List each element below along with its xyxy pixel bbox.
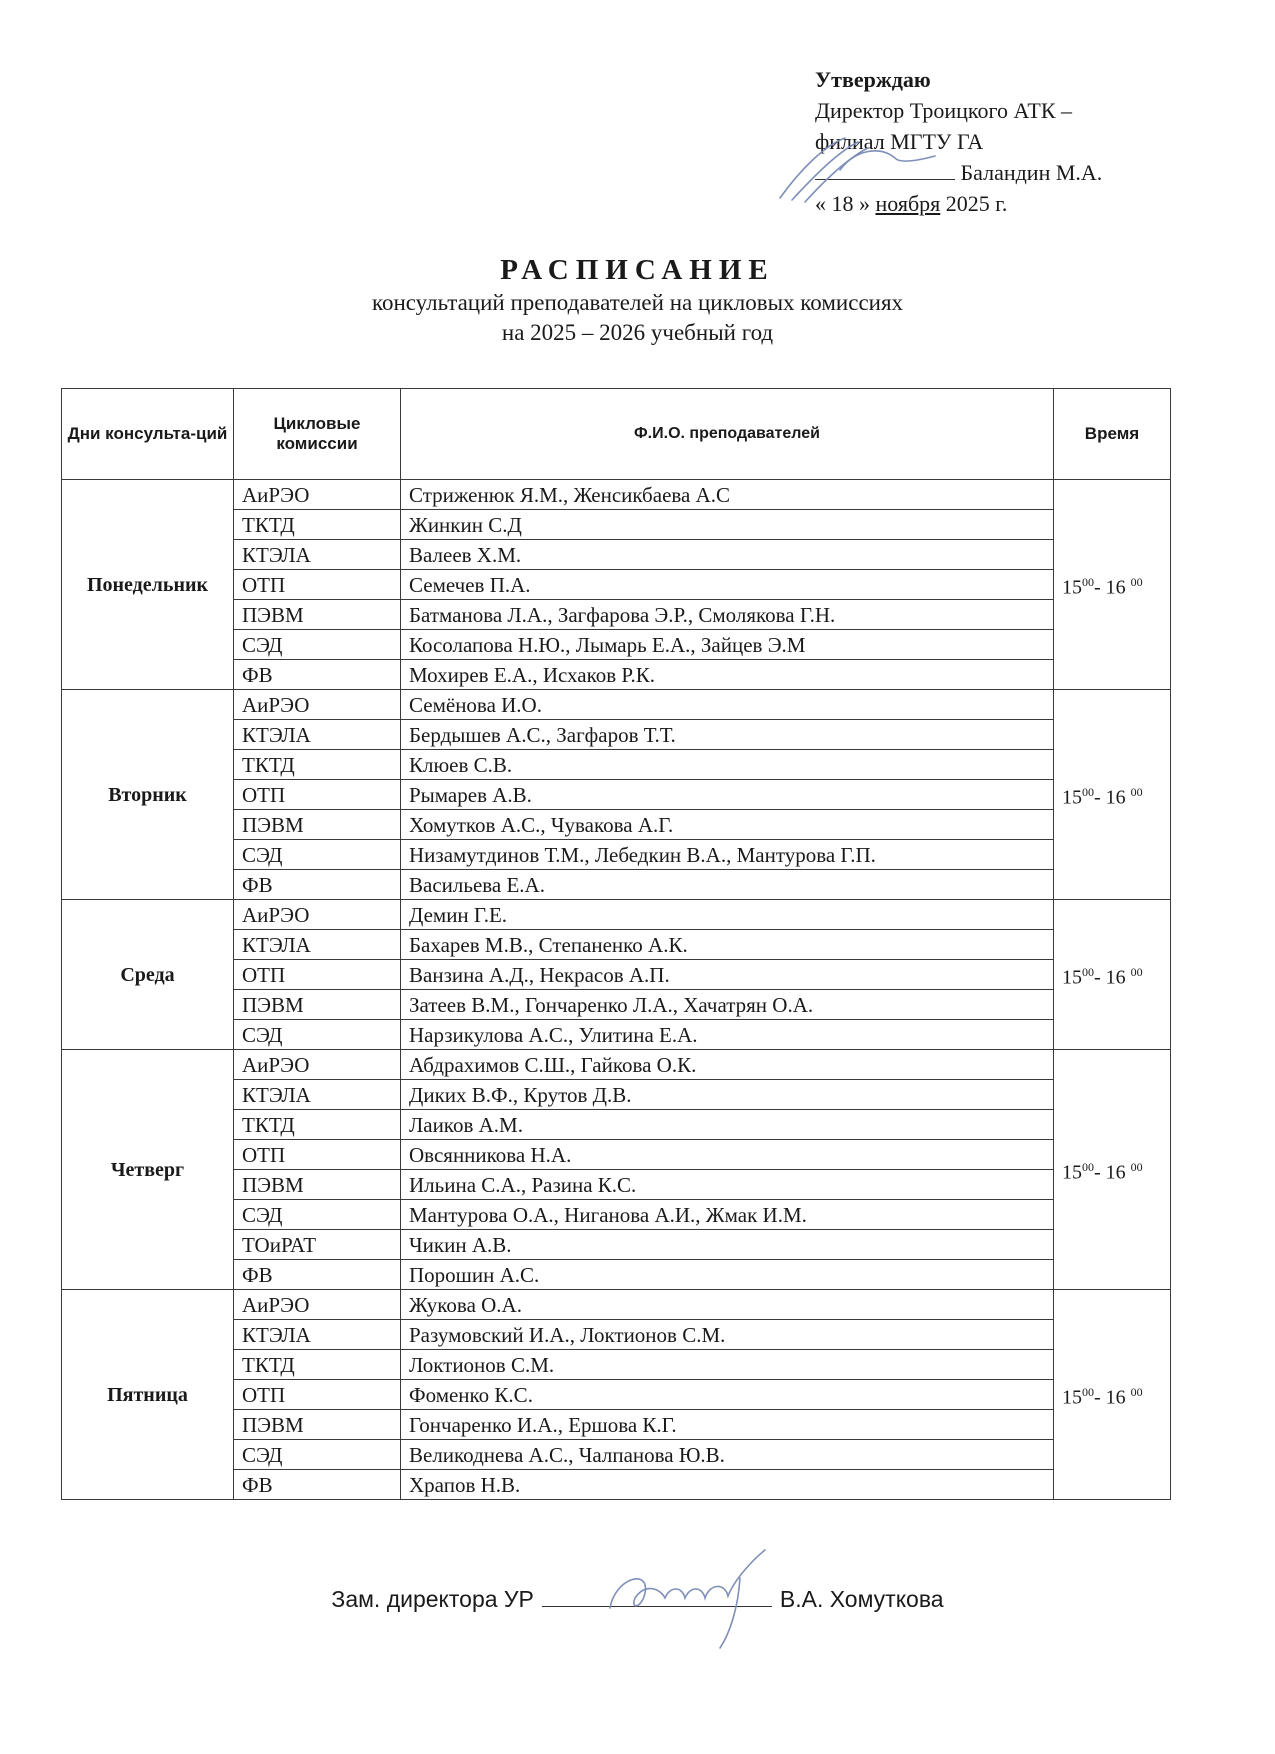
teachers-cell: Лаиков А.М.	[401, 1110, 1054, 1140]
commission-cell: АиРЭО	[234, 900, 401, 930]
teachers-cell: Абдрахимов С.Ш., Гайкова О.К.	[401, 1050, 1054, 1080]
commission-cell: СЭД	[234, 840, 401, 870]
teachers-cell: Фоменко К.С.	[401, 1380, 1054, 1410]
time-end-minutes: 00	[1130, 964, 1143, 979]
teachers-cell: Великоднева А.С., Чалпанова Ю.В.	[401, 1440, 1054, 1470]
commission-cell: ФВ	[234, 1260, 401, 1290]
schedule-table	[61, 388, 1171, 1500]
teachers-cell: Рымарев А.В.	[401, 780, 1054, 810]
title-block	[0, 252, 1275, 348]
time-start-minutes: 00	[1082, 574, 1094, 589]
approval-line-2: филиал МГТУ ГА	[815, 129, 984, 154]
header-teachers: Ф.И.О. преподавателей	[401, 389, 1054, 480]
header-days: Дни консульта-ций	[62, 389, 234, 480]
commission-cell: ПЭВМ	[234, 600, 401, 630]
time-start: 15	[1062, 966, 1082, 989]
time-end: - 16	[1094, 1161, 1126, 1184]
commission-cell: СЭД	[234, 1440, 401, 1470]
time-cell	[1054, 690, 1171, 900]
teachers-cell: Клюев С.В.	[401, 750, 1054, 780]
time-cell	[1054, 1050, 1171, 1290]
commission-cell: ОТП	[234, 780, 401, 810]
day-cell: Вторник	[62, 690, 234, 900]
commission-cell: ТОиРАТ	[234, 1230, 401, 1260]
table-row	[62, 1290, 1171, 1320]
commission-cell: АиРЭО	[234, 690, 401, 720]
teachers-cell: Чикин А.В.	[401, 1230, 1054, 1260]
commission-cell: КТЭЛА	[234, 1080, 401, 1110]
teachers-cell: Храпов Н.В.	[401, 1470, 1054, 1500]
teachers-cell: Демин Г.Е.	[401, 900, 1054, 930]
time-start-minutes: 00	[1082, 1159, 1094, 1174]
page-title: РАСПИСАНИЕ	[500, 254, 775, 286]
teachers-cell: Порошин А.С.	[401, 1260, 1054, 1290]
approval-date-year: 2025 г.	[945, 191, 1008, 216]
time-start: 15	[1062, 1161, 1082, 1184]
teachers-cell: Васильева Е.А.	[401, 870, 1054, 900]
approval-line-1: Директор Троицкого АТК –	[815, 98, 1073, 123]
teachers-cell: Косолапова Н.Ю., Лымарь Е.А., Зайцев Э.М	[401, 630, 1054, 660]
teachers-cell: Бердышев А.С., Загфаров Т.Т.	[401, 720, 1054, 750]
teachers-cell: Стриженюк Я.М., Женсикбаева А.С	[401, 480, 1054, 510]
time-start-minutes: 00	[1082, 784, 1094, 799]
time-start: 15	[1062, 576, 1082, 599]
teachers-cell: Разумовский И.А., Локтионов С.М.	[401, 1320, 1054, 1350]
table-row	[62, 1050, 1171, 1080]
teachers-cell: Бахарев М.В., Степаненко А.К.	[401, 930, 1054, 960]
time-start: 15	[1062, 1386, 1082, 1409]
commission-cell: АиРЭО	[234, 1290, 401, 1320]
approval-date-day: « 18 »	[815, 191, 870, 216]
teachers-cell: Нарзикулова А.С., Улитина Е.А.	[401, 1020, 1054, 1050]
table-row	[62, 480, 1171, 510]
day-cell: Понедельник	[62, 480, 234, 690]
commission-cell: КТЭЛА	[234, 720, 401, 750]
day-cell: Среда	[62, 900, 234, 1050]
table-row	[62, 690, 1171, 720]
teachers-cell: Мантурова О.А., Ниганова А.И., Жмак И.М.	[401, 1200, 1054, 1230]
time-end: - 16	[1094, 966, 1126, 989]
commission-cell: ПЭВМ	[234, 810, 401, 840]
time-start-minutes: 00	[1082, 1384, 1094, 1399]
commission-cell: ОТП	[234, 960, 401, 990]
teachers-cell: Ильина С.А., Разина К.С.	[401, 1170, 1054, 1200]
commission-cell: ОТП	[234, 1380, 401, 1410]
teachers-cell: Овсянникова Н.А.	[401, 1140, 1054, 1170]
commission-cell: КТЭЛА	[234, 540, 401, 570]
deputy-signature-icon	[590, 1538, 790, 1658]
footer-label: Зам. директора УР	[331, 1586, 534, 1612]
commission-cell: ТКТД	[234, 1110, 401, 1140]
commission-cell: ТКТД	[234, 1350, 401, 1380]
header-commissions: Цикловые комиссии	[234, 389, 401, 480]
table-header-row	[62, 389, 1171, 480]
teachers-cell: Хомутков А.С., Чувакова А.Г.	[401, 810, 1054, 840]
teachers-cell: Низамутдинов Т.М., Лебедкин В.А., Мантурова Г.П.	[401, 840, 1054, 870]
teachers-cell: Семёнова И.О.	[401, 690, 1054, 720]
approval-signatory: Баландин М.А.	[960, 160, 1103, 185]
time-cell	[1054, 900, 1171, 1050]
commission-cell: ОТП	[234, 1140, 401, 1170]
time-end-minutes: 00	[1130, 1159, 1143, 1174]
time-start: 15	[1062, 786, 1082, 809]
time-end-minutes: 00	[1130, 574, 1143, 589]
teachers-cell: Мохирев Е.А., Исхаков Р.К.	[401, 660, 1054, 690]
time-cell	[1054, 480, 1171, 690]
teachers-cell: Диких В.Ф., Крутов Д.В.	[401, 1080, 1054, 1110]
time-end: - 16	[1094, 576, 1126, 599]
commission-cell: АиРЭО	[234, 480, 401, 510]
header-time: Время	[1054, 389, 1171, 480]
schedule-body	[62, 480, 1171, 1500]
commission-cell: СЭД	[234, 1020, 401, 1050]
commission-cell: ТКТД	[234, 750, 401, 780]
teachers-cell: Локтионов С.М.	[401, 1350, 1054, 1380]
footer-signatory: В.А. Хомуткова	[779, 1586, 944, 1612]
day-cell: Четверг	[62, 1050, 234, 1290]
teachers-cell: Ванзина А.Д., Некрасов А.П.	[401, 960, 1054, 990]
commission-cell: ФВ	[234, 660, 401, 690]
commission-cell: КТЭЛА	[234, 1320, 401, 1350]
teachers-cell: Жукова О.А.	[401, 1290, 1054, 1320]
table-row	[62, 900, 1171, 930]
commission-cell: СЭД	[234, 1200, 401, 1230]
approval-heading: Утверждаю	[815, 67, 931, 92]
teachers-cell: Батманова Л.А., Загфарова Э.Р., Смолякова Г.Н.	[401, 600, 1054, 630]
commission-cell: АиРЭО	[234, 1050, 401, 1080]
day-cell: Пятница	[62, 1290, 234, 1500]
commission-cell: ПЭВМ	[234, 990, 401, 1020]
time-end: - 16	[1094, 1386, 1126, 1409]
director-signature-icon	[770, 130, 950, 210]
approval-date-month: ноября	[875, 191, 941, 216]
commission-cell: ОТП	[234, 570, 401, 600]
commission-cell: ПЭВМ	[234, 1170, 401, 1200]
time-end-minutes: 00	[1130, 1384, 1143, 1399]
commission-cell: ФВ	[234, 870, 401, 900]
teachers-cell: Затеев В.М., Гончаренко Л.А., Хачатрян О.А.	[401, 990, 1054, 1020]
teachers-cell: Валеев Х.М.	[401, 540, 1054, 570]
time-end: - 16	[1094, 786, 1126, 809]
subtitle-line-2: на 2025 – 2026 учебный год	[501, 320, 774, 345]
commission-cell: ТКТД	[234, 510, 401, 540]
teachers-cell: Гончаренко И.А., Ершова К.Г.	[401, 1410, 1054, 1440]
commission-cell: КТЭЛА	[234, 930, 401, 960]
time-end-minutes: 00	[1130, 784, 1143, 799]
teachers-cell: Семечев П.А.	[401, 570, 1054, 600]
commission-cell: СЭД	[234, 630, 401, 660]
commission-cell: ФВ	[234, 1470, 401, 1500]
time-cell	[1054, 1290, 1171, 1500]
subtitle-line-1: консультаций преподавателей на цикловых комиссиях	[371, 290, 904, 315]
time-start-minutes: 00	[1082, 964, 1094, 979]
commission-cell: ПЭВМ	[234, 1410, 401, 1440]
teachers-cell: Жинкин С.Д	[401, 510, 1054, 540]
